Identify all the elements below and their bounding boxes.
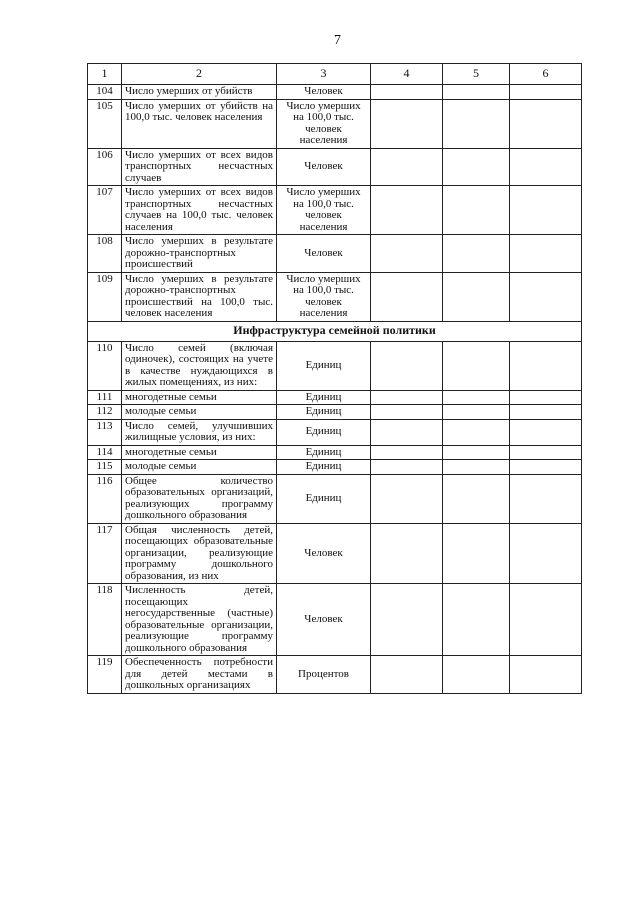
page-number: 7 — [334, 33, 341, 48]
table-row — [88, 584, 582, 656]
row-number-cell: 112 — [88, 405, 122, 420]
value-cell-col-5 — [443, 405, 510, 420]
indicator-name-cell: многодетные семьи — [122, 390, 277, 405]
value-cell-col-4 — [371, 405, 443, 420]
unit-cell: Число умерших на 100,0 тыс. человек населения — [277, 186, 371, 235]
indicator-name-cell: Число умерших в результате дорожно-транспортных происшествий — [122, 235, 277, 273]
row-number-cell: 106 — [88, 148, 122, 186]
value-cell-col-4 — [371, 186, 443, 235]
value-cell-col-6 — [510, 272, 582, 321]
header-cell-6: 6 — [510, 64, 582, 85]
value-cell-col-5 — [443, 445, 510, 460]
indicator-name-cell: Общая численность детей, посещающих образовательные организации, реализующие программу дошкольного образования, из них — [122, 523, 277, 584]
section-row — [88, 321, 582, 341]
row-number-cell: 119 — [88, 656, 122, 694]
unit-cell: Человек — [277, 523, 371, 584]
value-cell-col-4 — [371, 99, 443, 148]
row-number-cell: 118 — [88, 584, 122, 656]
unit-cell: Человек — [277, 148, 371, 186]
row-number-cell: 113 — [88, 419, 122, 445]
row-number-cell: 110 — [88, 341, 122, 390]
header-cell-3: 3 — [277, 64, 371, 85]
unit-cell: Единиц — [277, 419, 371, 445]
indicator-name-cell: Число семей, улучшивших жилищные условия, из них: — [122, 419, 277, 445]
value-cell-col-6 — [510, 460, 582, 475]
value-cell-col-5 — [443, 419, 510, 445]
row-number-cell: 114 — [88, 445, 122, 460]
value-cell-col-6 — [510, 445, 582, 460]
row-number-cell: 111 — [88, 390, 122, 405]
indicator-name-cell: Число умерших от убийств на 100,0 тыс. человек населения — [122, 99, 277, 148]
value-cell-col-5 — [443, 656, 510, 694]
header-cell-4: 4 — [371, 64, 443, 85]
row-number-cell: 105 — [88, 99, 122, 148]
unit-cell: Человек — [277, 235, 371, 273]
unit-cell: Число умерших на 100,0 тыс. человек населения — [277, 272, 371, 321]
indicators-table — [87, 63, 582, 694]
unit-cell: Единиц — [277, 460, 371, 475]
table-row — [88, 186, 582, 235]
value-cell-col-5 — [443, 460, 510, 475]
value-cell-col-5 — [443, 390, 510, 405]
indicator-name-cell: молодые семьи — [122, 460, 277, 475]
unit-cell: Единиц — [277, 341, 371, 390]
value-cell-col-5 — [443, 99, 510, 148]
indicator-name-cell: Число умерших в результате дорожно-транспортных происшествий на 100,0 тыс. человек населения — [122, 272, 277, 321]
table-row — [88, 390, 582, 405]
value-cell-col-5 — [443, 186, 510, 235]
value-cell-col-4 — [371, 474, 443, 523]
unit-cell: Число умерших на 100,0 тыс. человек населения — [277, 99, 371, 148]
value-cell-col-4 — [371, 419, 443, 445]
table-body — [88, 64, 582, 694]
value-cell-col-4 — [371, 390, 443, 405]
unit-cell: Единиц — [277, 445, 371, 460]
indicator-name-cell: молодые семьи — [122, 405, 277, 420]
value-cell-col-5 — [443, 148, 510, 186]
value-cell-col-6 — [510, 419, 582, 445]
unit-cell: Человек — [277, 85, 371, 100]
table-row — [88, 405, 582, 420]
indicator-name-cell: Обеспеченность потребности для детей местами в дошкольных организациях — [122, 656, 277, 694]
value-cell-col-6 — [510, 390, 582, 405]
indicator-name-cell: Численность детей, посещающих негосударственные (частные) образовательные организации, реализующие программу дошкольного образования — [122, 584, 277, 656]
table-header-row — [88, 64, 582, 85]
value-cell-col-4 — [371, 148, 443, 186]
header-cell-5: 5 — [443, 64, 510, 85]
value-cell-col-4 — [371, 584, 443, 656]
value-cell-col-5 — [443, 85, 510, 100]
table-row — [88, 419, 582, 445]
table-row — [88, 99, 582, 148]
table-row — [88, 341, 582, 390]
value-cell-col-6 — [510, 474, 582, 523]
value-cell-col-6 — [510, 656, 582, 694]
value-cell-col-4 — [371, 656, 443, 694]
row-number-cell: 107 — [88, 186, 122, 235]
row-number-cell: 115 — [88, 460, 122, 475]
table-row — [88, 445, 582, 460]
value-cell-col-6 — [510, 584, 582, 656]
indicator-name-cell: Общее количество образовательных организаций, реализующих программу дошкольного образования — [122, 474, 277, 523]
row-number-cell: 104 — [88, 85, 122, 100]
value-cell-col-6 — [510, 523, 582, 584]
value-cell-col-5 — [443, 341, 510, 390]
value-cell-col-4 — [371, 235, 443, 273]
value-cell-col-5 — [443, 523, 510, 584]
unit-cell: Процентов — [277, 656, 371, 694]
value-cell-col-5 — [443, 235, 510, 273]
table-row — [88, 148, 582, 186]
value-cell-col-6 — [510, 235, 582, 273]
value-cell-col-4 — [371, 341, 443, 390]
row-number-cell: 116 — [88, 474, 122, 523]
value-cell-col-5 — [443, 474, 510, 523]
table-row — [88, 235, 582, 273]
header-cell-2: 2 — [122, 64, 277, 85]
unit-cell: Единиц — [277, 390, 371, 405]
value-cell-col-4 — [371, 85, 443, 100]
value-cell-col-6 — [510, 85, 582, 100]
table-row — [88, 85, 582, 100]
section-title: Инфраструктура семейной политики — [88, 321, 582, 341]
unit-cell: Человек — [277, 584, 371, 656]
value-cell-col-6 — [510, 341, 582, 390]
value-cell-col-6 — [510, 99, 582, 148]
indicator-name-cell: Число семей (включая одиночек), состоящих на учете в качестве нуждающихся в жилых помещениях, из них: — [122, 341, 277, 390]
value-cell-col-6 — [510, 148, 582, 186]
value-cell-col-4 — [371, 460, 443, 475]
table-row — [88, 460, 582, 475]
indicator-name-cell: многодетные семьи — [122, 445, 277, 460]
header-cell-1: 1 — [88, 64, 122, 85]
value-cell-col-5 — [443, 584, 510, 656]
value-cell-col-4 — [371, 445, 443, 460]
table-row — [88, 474, 582, 523]
unit-cell: Единиц — [277, 405, 371, 420]
value-cell-col-5 — [443, 272, 510, 321]
value-cell-col-6 — [510, 186, 582, 235]
indicator-name-cell: Число умерших от всех видов транспортных несчастных случаев — [122, 148, 277, 186]
indicator-name-cell: Число умерших от всех видов транспортных несчастных случаев на 100,0 тыс. человек населения — [122, 186, 277, 235]
table-row — [88, 272, 582, 321]
row-number-cell: 117 — [88, 523, 122, 584]
value-cell-col-6 — [510, 405, 582, 420]
row-number-cell: 109 — [88, 272, 122, 321]
table-row — [88, 656, 582, 694]
indicator-name-cell: Число умерших от убийств — [122, 85, 277, 100]
table-row — [88, 523, 582, 584]
value-cell-col-4 — [371, 523, 443, 584]
row-number-cell: 108 — [88, 235, 122, 273]
unit-cell: Единиц — [277, 474, 371, 523]
value-cell-col-4 — [371, 272, 443, 321]
